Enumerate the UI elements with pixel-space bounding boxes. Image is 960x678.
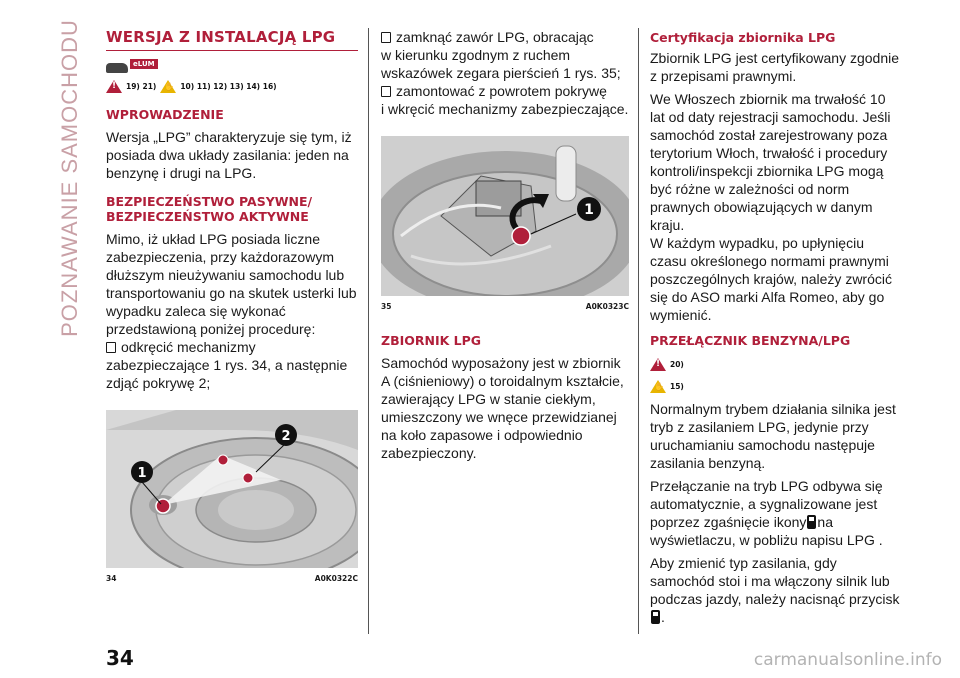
warning-icon xyxy=(650,358,666,371)
switch-warning-refs: 20) xyxy=(670,360,684,369)
caution-refs: 10) 11) 12) 13) 14) 16) xyxy=(180,82,277,91)
figure-35-number: 35 xyxy=(381,302,392,311)
heading-safety-2: BEZPIECZEŃSTWO AKTYWNE xyxy=(106,209,309,224)
column-divider-1 xyxy=(368,28,369,634)
paragraph-switch-2 xyxy=(650,477,902,549)
watermark: carmanualsonline.info xyxy=(753,650,942,670)
checkbox-bullet-icon xyxy=(381,32,391,43)
warning-refs: 19) 21) xyxy=(126,82,157,91)
paragraph-tank: Samochód wyposażony jest w zbiornik A (ciśnieniowy) o toroidalnym kształcie, zawierający LPG w stanie ciekłym, umieszczony we wnęce przewidzianej na koło zapasowe i odpowiednio zabezpieczony. xyxy=(381,355,624,461)
paragraph-intro: Wersja „LPG” charakteryzuje się tym, iż posiada dwa układy zasilania: jeden na benzynę i drugi na LPG. xyxy=(106,129,352,181)
switch-caution-refs: 15) xyxy=(670,382,684,391)
callout-2-label: 2 xyxy=(281,429,291,444)
switch-caution-ref xyxy=(650,380,902,393)
heading-intro: WPROWADZENIE xyxy=(106,107,224,122)
heading-tank: ZBIORNIK LPG xyxy=(381,333,482,348)
caution-hand-icon xyxy=(650,380,666,393)
bullet-step-2-line-3: wskazówek zegara pierścień 1 rys. 35; xyxy=(381,65,621,81)
callout-1-label: 1 xyxy=(137,466,147,481)
figure-35-illustration xyxy=(381,136,629,296)
figure-34-illustration xyxy=(106,410,358,568)
bullet-step-3-line-1: zamontować z powrotem pokrywę xyxy=(396,83,607,99)
heading-safety-1: BEZPIECZEŃSTWO PASYWNE/ xyxy=(106,194,313,209)
car-icon xyxy=(106,63,128,73)
figure-35-caption xyxy=(381,296,629,311)
heading-certification: Certyfikacja zbiornika LPG xyxy=(650,30,836,45)
paragraph-cert-2: We Włoszech zbiornik ma trwałość 10 lat od daty rejestracji samochodu. Jeśli samochód został zarejestrowany poza terytorium Włoch, trwałość i procedury kontroli/inspekcji zbiornika LPG mogą być różne w zależności od norm prawnych obowiązujących w danym kraju. xyxy=(650,91,891,233)
checkbox-bullet-icon xyxy=(106,342,116,353)
paragraph-switch-2-a: Przełączanie na tryb LPG odbywa się automatycznie, a sygnalizowane jest poprzez zgaśnięcie ikony xyxy=(650,478,883,530)
lpg-badge-row xyxy=(106,59,358,75)
switch-warning-ref xyxy=(650,358,902,371)
figure-34 xyxy=(106,410,358,568)
column-1 xyxy=(106,28,358,583)
paragraph-switch-3-a: Aby zmienić typ zasilania, gdy samochód stoi i ma włączony silnik lub podczas jazdy, należy nacisnąć przycisk xyxy=(650,555,900,607)
figure-35-code: A0K0323C xyxy=(585,302,629,311)
section-side-tab xyxy=(55,19,85,337)
paragraph-cert-3: W każdym wypadku, po upłynięciu czasu określonego normami prawnymi poszczególnych krajów, należy zwrócić się do ASO marki Alfa Romeo, aby go wymienić. xyxy=(650,235,892,323)
column-2 xyxy=(381,28,629,462)
caution-hand-icon xyxy=(160,80,176,93)
column-3 xyxy=(650,28,902,626)
paragraph-switch-2-b: na wyświetlaczu, w pobliżu napisu LPG . xyxy=(650,514,883,548)
elum-badge: eLUM xyxy=(130,59,158,69)
section-side-tab-label: POZNAWANIE SAMOCHODU xyxy=(57,19,83,337)
heading-switch: PRZEŁĄCZNIK BENZYNA/LPG xyxy=(650,333,851,348)
paragraph-switch-3-b: . xyxy=(661,609,665,625)
column-divider-2 xyxy=(638,28,639,634)
figure-34-number: 34 xyxy=(106,574,117,583)
checkbox-bullet-icon xyxy=(381,86,391,97)
fuel-pump-icon xyxy=(651,610,660,624)
reference-row xyxy=(106,80,358,93)
bullet-step-3 xyxy=(381,82,629,100)
paragraph-cert-1: Zbiornik LPG jest certyfikowany zgodnie z przepisami prawnymi. xyxy=(650,50,899,84)
page-number: 34 xyxy=(106,646,134,670)
paragraph-switch-3 xyxy=(650,554,902,626)
callout-1-label: 1 xyxy=(584,202,594,218)
bullet-step-2-line-2: w kierunku zgodnym z ruchem xyxy=(381,47,571,63)
section-title: WERSJA Z INSTALACJĄ LPG xyxy=(106,28,358,51)
paragraph-switch-1: Normalnym trybem działania silnika jest tryb z zasilaniem LPG, jedynie przy uruchamianiu samochodu następuje zasilania benzyną. xyxy=(650,401,896,471)
figure-34-caption xyxy=(106,568,358,583)
figure-34-code: A0K0322C xyxy=(314,574,358,583)
bullet-step-1-text: odkręcić mechanizmy zabezpieczające 1 rys. 34, a następnie zdjąć pokrywę 2; xyxy=(106,339,348,391)
paragraph-safety: Mimo, iż układ LPG posiada liczne zabezpieczenia, przy każdorazowym dłuższym nieużywaniu samochodu lub transportowaniu go na skutek usterki lub wypadku zaleca się wykonać przedstawioną poniżej procedurę: xyxy=(106,231,357,337)
bullet-step-2 xyxy=(381,28,629,46)
warning-icon xyxy=(106,80,122,93)
bullet-step-2-line-1: zamknąć zawór LPG, obracając xyxy=(396,29,594,45)
figure-35 xyxy=(381,136,629,296)
fuel-pump-icon xyxy=(807,515,816,529)
bullet-step-1 xyxy=(106,338,358,392)
bullet-step-3-line-2: i wkręcić mechanizmy zabezpieczające. xyxy=(381,101,629,117)
